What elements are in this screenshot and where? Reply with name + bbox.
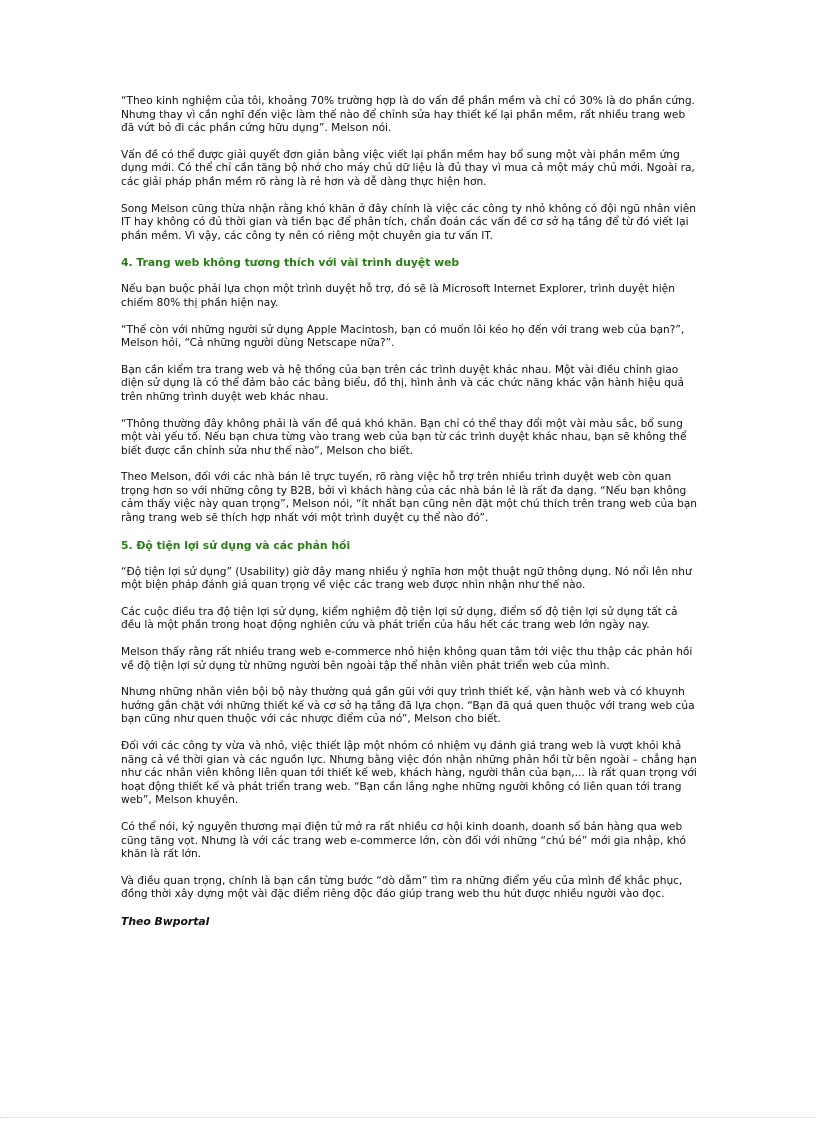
paragraph: Và điều quan trọng, chính là bạn cần từng bước “dò dẫm” tìm ra những điểm yếu của mình để khắc phục, đồng thời xây dựng một vài đặc điểm riêng độc đáo giúp trang web thu hút được nhiều người vào đọc. xyxy=(121,874,683,901)
article-body xyxy=(121,95,699,928)
paragraph: Melson thấy rằng rất nhiều trang web e-commerce nhỏ hiện không quan tâm tới việc thu thập các phản hồi về độ tiện lợi sử dụng từ những người bên ngoài tập thể nhân viên phát triển web của mình. xyxy=(121,646,693,672)
paragraph: Vấn đề có thể được giải quyết đơn giản bằng việc viết lại phần mềm hay bổ sung một vài phần mềm ứng dụng mới. Có thể chỉ cần tăng bộ nhớ cho máy chủ dữ liệu là đủ thay vì mua cả một máy chủ mới. Ngoài ra, các giải pháp phần mềm rõ ràng là rẻ hơn và dễ dàng thực hiện hơn. xyxy=(121,148,695,188)
paragraph: Các cuộc điều tra độ tiện lợi sử dụng, kiểm nghiệm độ tiện lợi sử dụng, điểm số độ tiện lợi sử dụng tất cả đều là một phần trong hoạt động nghiên cứu và phát triển của hầu hết các trang web lớn ngày nay. xyxy=(121,605,678,632)
paragraph: Có thể nói, kỷ nguyên thương mại điện tử mở ra rất nhiều cơ hội kinh doanh, doanh số bán hàng qua web cũng tăng vọt. Nhưng là với các trang web e-commerce lớn, còn đối với những “chú bé” mới gia nhập, khó khăn là rất lớn. xyxy=(121,820,687,861)
article-source: Theo Bwportal xyxy=(121,914,210,928)
section-heading-5: 5. Độ tiện lợi sử dụng và các phản hồi xyxy=(121,538,351,552)
paragraph: “Thông thường đây không phải là vấn đề quá khó khăn. Bạn chỉ có thể thay đổi một vài màu sắc, bổ sung một vài yếu tố. Nếu bạn chưa từng vào trang web của bạn từ các trình duyệt khác nhau, bạn sẽ không thể biết được cần chỉnh sửa như thế nào”, Melson cho biết. xyxy=(121,417,687,457)
paragraph: Theo Melson, đối với các nhà bán lẻ trực tuyến, rõ ràng việc hỗ trợ trên nhiều trình duyệt web còn quan trọng hơn so với những công ty B2B, bởi vì khách hàng của các nhà bán lẻ là rất đa dạng. “Nếu bạn không cảm thấy việc này quan trọng”, Melson nói, “ít nhất bạn cũng nên đặt một chú thích trên trang web của bạn rằng trang web sẽ thích hợp nhất với một trình duyệt cụ thể nào đó”. xyxy=(121,471,698,525)
paragraph: Đối với các công ty vừa và nhỏ, việc thiết lập một nhóm có nhiệm vụ đánh giá trang web là vượt khỏi khả năng cả về thời gian và các nguồn lực. Nhưng bằng việc đón nhận những phản hồi từ bên ngoài – chẳng hạn như các nhân viên không liên quan tới thiết kế web, khách hàng, người thân của bạn,... là rất quan trọng với hoạt động thiết kế và phát triển trang web. “Bạn cần lắng nghe những người không có liên quan tới trang web”, Melson khuyên. xyxy=(121,740,697,807)
paragraph: Nhưng những nhân viên bội bộ này thường quá gần gũi với quy trình thiết kế, vận hành web và có khuynh hướng gắn chặt với những thiết kế và cơ sở hạ tầng đã lựa chọn. “Bạn đã quá quen thuộc với trang web của bạn cũng như quen thuộc với các nhược điểm của nó”, Melson cho biết. xyxy=(121,686,695,726)
paragraph: Nếu bạn buộc phải lựa chọn một trình duyệt hỗ trợ, đó sẽ là Microsoft Internet Explorer, trình duyệt hiện chiếm 80% thị phần hiện nay. xyxy=(121,283,675,309)
paragraph: Song Melson cũng thừa nhận rằng khó khăn ở đây chính là việc các công ty nhỏ không có đội ngũ nhân viên IT hay không có đủ thời gian và tiền bạc để phân tích, chẩn đoán các vấn đề cơ sở hạ tầng để từ đó viết lại phần mềm. Vì vậy, các công ty nên có riêng một chuyên gia tư vấn IT. xyxy=(121,202,696,242)
paragraph: Bạn cần kiểm tra trang web và hệ thống của bạn trên các trình duyệt khác nhau. Một vài điều chỉnh giao diện sử dụng là có thể đảm bảo các bảng biểu, đồ thị, hình ảnh và các chức năng khác vận hành hiệu quả trên những trình duyệt web khác nhau. xyxy=(121,363,684,403)
paragraph: “Theo kinh nghiệm của tôi, khoảng 70% trường hợp là do vấn đề phần mềm và chỉ có 30% là do phần cứng. Nhưng thay vì cần nghĩ đến việc làm thế nào để chỉnh sửa hay thiết kế lại phần mềm, rất nhiều trang web đã vứt bỏ đi các phần cứng hữu dụng”. Melson nói. xyxy=(121,95,695,135)
section-heading-4: 4. Trang web không tương thích với vài trình duyệt web xyxy=(121,256,460,270)
paragraph: “Thế còn với những người sử dụng Apple Macintosh, bạn có muốn lôi kéo họ đến với trang web của bạn?”, Melson hỏi, “Cả những người dùng Netscape nữa?”. xyxy=(121,323,685,350)
paragraph: “Độ tiện lợi sử dụng” (Usability) giờ đây mang nhiều ý nghĩa hơn một thuật ngữ thông dụng. Nó nổi lên như một biện pháp đánh giá quan trọng về việc các trang web được nhìn nhận như thế nào. xyxy=(121,565,692,592)
page-bottom-divider xyxy=(0,1117,816,1118)
